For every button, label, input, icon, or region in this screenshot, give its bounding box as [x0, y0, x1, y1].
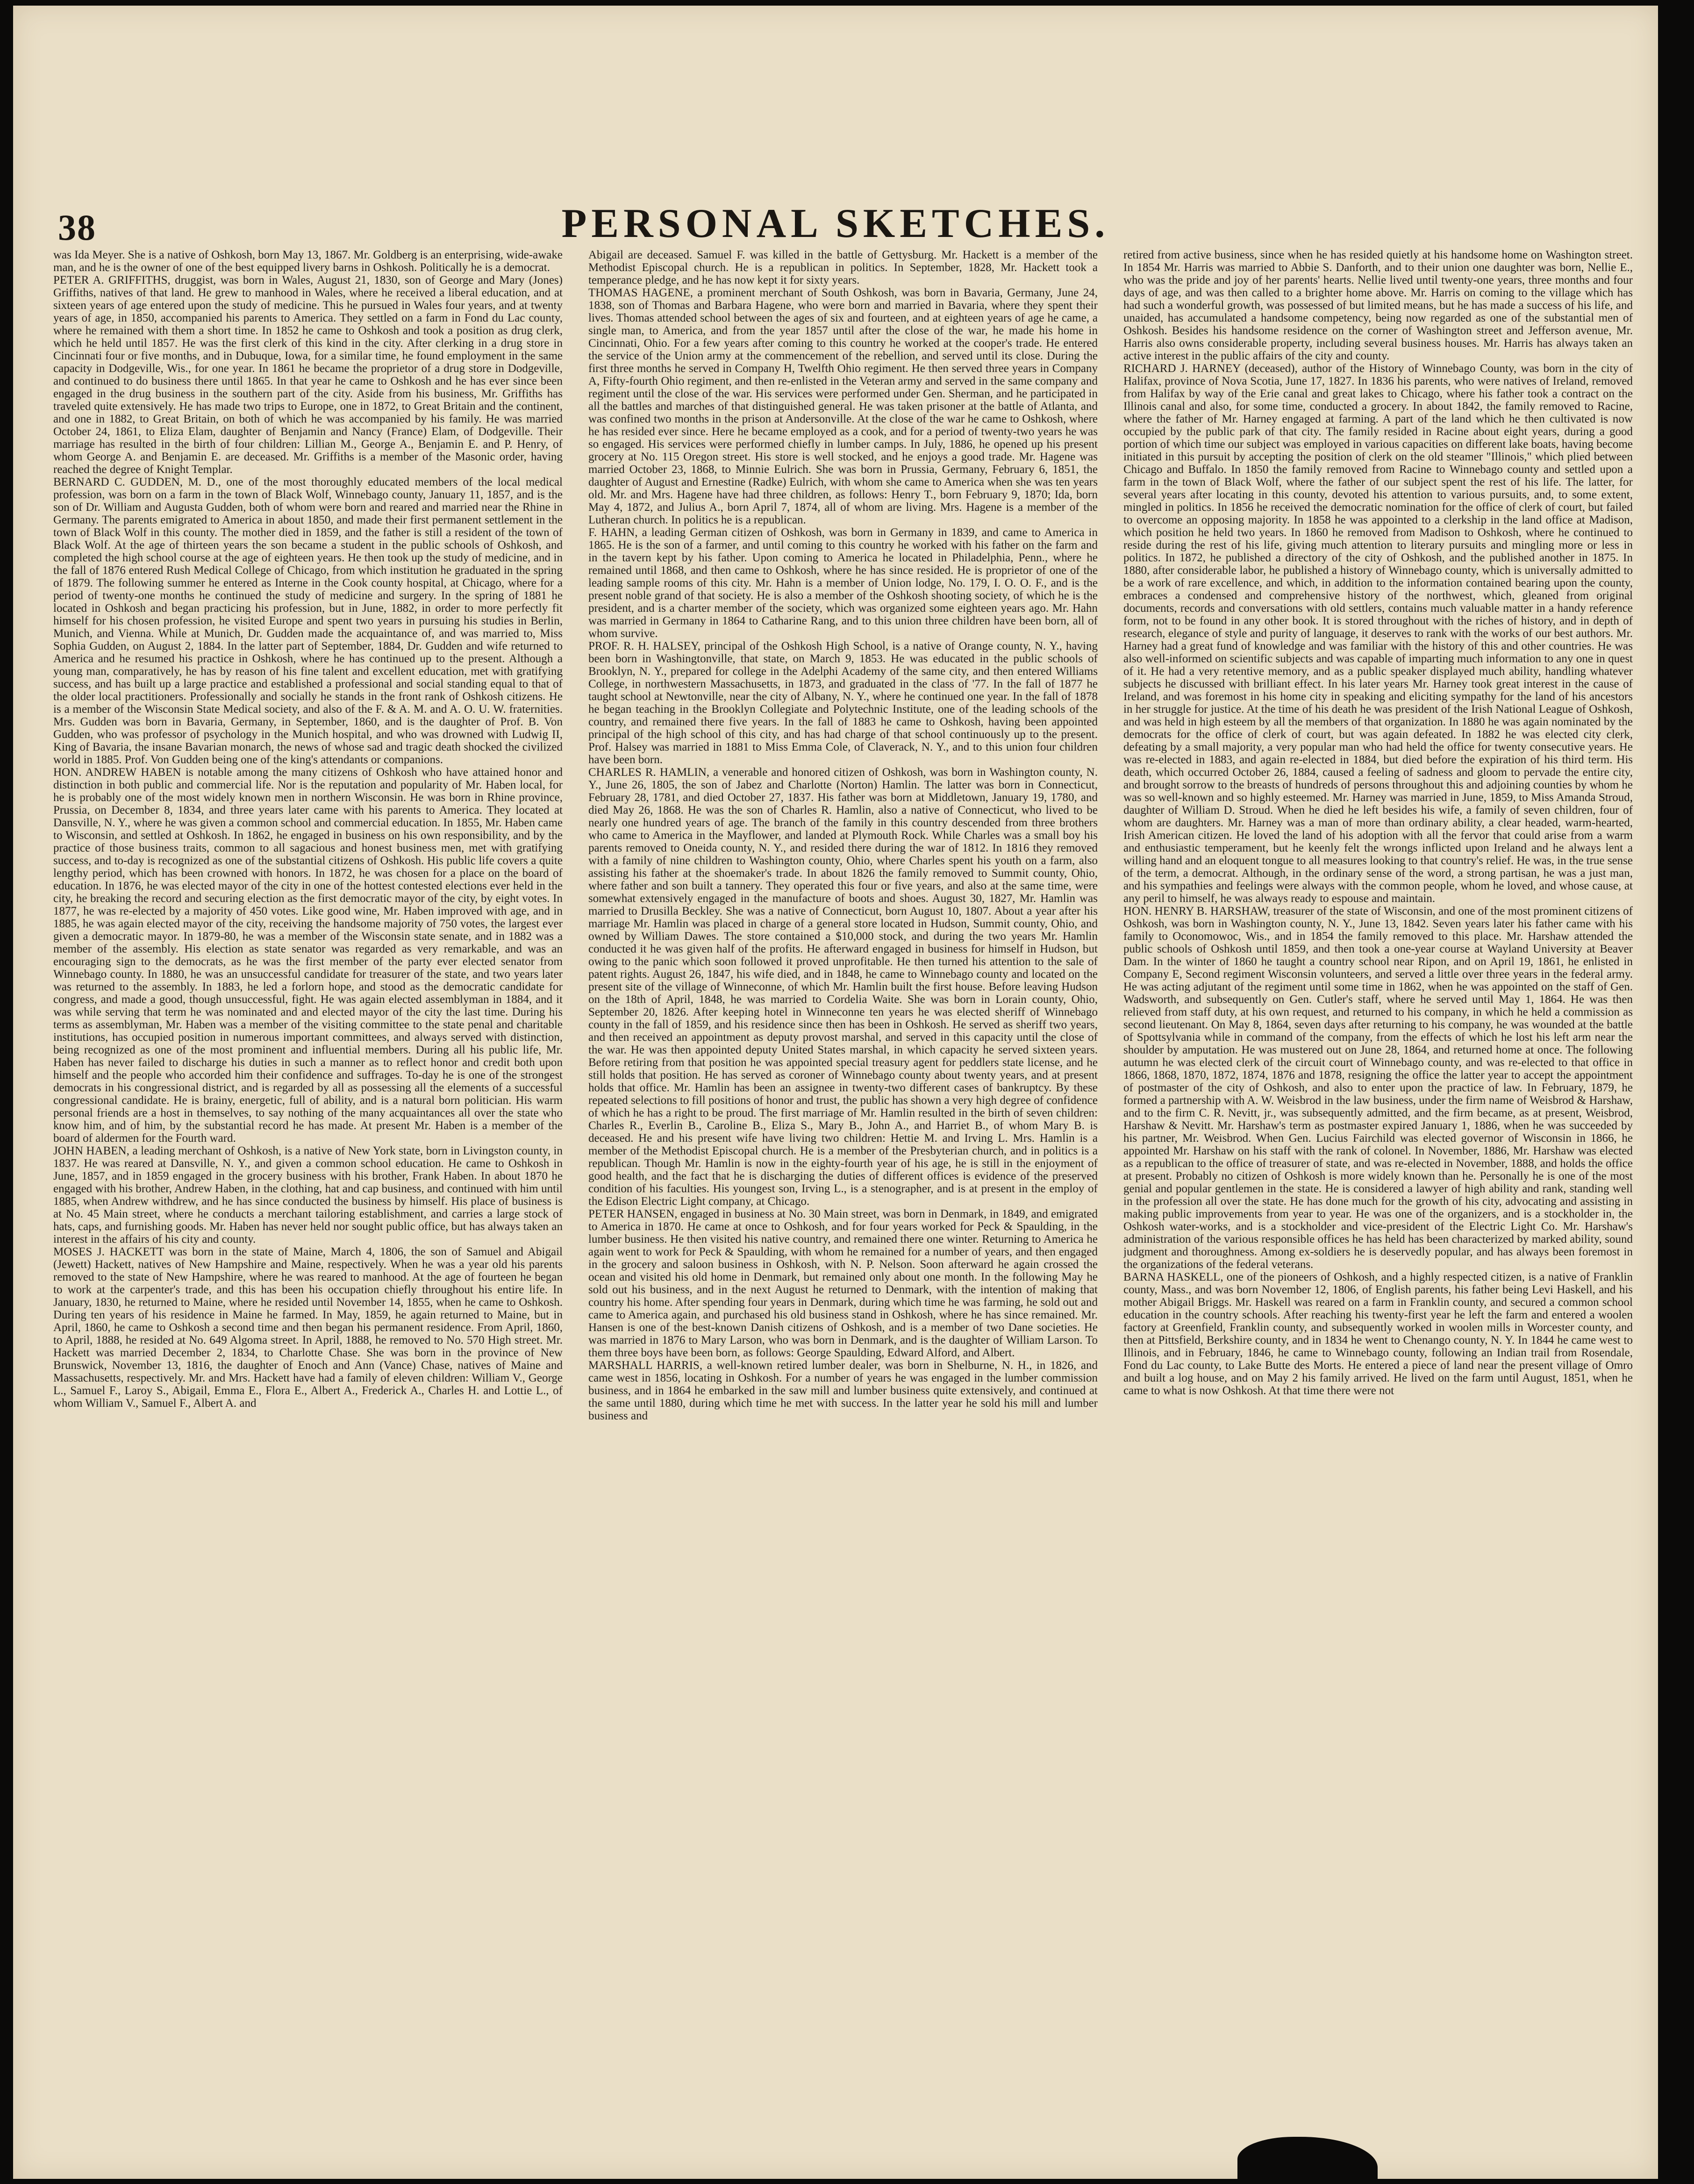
- book-page: [13, 6, 1658, 2179]
- column-right: [1123, 249, 1633, 1884]
- column-right-text: retired from active business, since when he has resided quietly at his handsome home on Washington street. In 1854 Mr. Harris was married to Abbie S. Danforth, and to their union one daughter was born, Nellie E., who was the pride and joy of her parents' hearts. Nellie lived until twenty-one years, three months and four days of age, and was then called to a brighter home above. Mr. Harris on coming to the village which has had such a wonderful growth, was possessed of but limited means, but he has made a success of his life, and unaided, has accumulated a handsome competency, being now regarded as one of the substantial men of Oshkosh. Besides his handsome residence on the corner of Washington street and Jefferson avenue, Mr. Harris also owns considerable property, including several business houses. Mr. Harris has always taken an active interest in the public affairs of the city and county. RICHARD J. HARNEY (deceased), author of the History of Winnebago County, was born in the city of Halifax, province of Nova Scotia, June 17, 1827. In 1836 his parents, who were natives of Ireland, removed from Halifax by way of the Erie canal and great lakes to Chicago, where his father took a contract on the Illinois canal and also, for some time, conducted a grocery. In about 1842, the family removed to Racine, where the father of Mr. Harney engaged at farming. A part of the land which he then cultivated is now occupied by the public park of that city. The family resided in Racine about eight years, during a good portion of which time our subject was employed in various capacities on different lake boats, having become initiated in this pursuit by accepting the position of clerk on the old steamer "Illinois," which plied between Chicago and Buffalo. In 1850 the family removed from Racine to Winnebago county and settled upon a farm in the town of Black Wolf, where the father of our subject spent the rest of his life. The latter, for several years after locating in this county, devoted his attention to various pursuits, and, to some extent, mingled in politics. In 1856 he received the democratic nomination for the office of clerk of court, but failed to overcome an opposing majority. In 1858 he was appointed to a clerkship in the land office at Madison, which position he held two years. In 1860 he removed from Madison to Oshkosh, where he continued to reside during the rest of his life, giving much attention to literary pursuits and mingling more or less in politics. In 1872, he published a directory of the city of Oshkosh, and the published another in 1875. In 1880, after considerable labor, he published a history of Winnebago county, which is universally admitted to be a work of rare excellence, and which, in addition to the information contained bearing upon the county, embraces a condensed and comprehensive history of the northwest, which, gleaned from original documents, records and conversations with old settlers, contains much valuable matter in a handy reference form, not to be found in any other book. It is stored throughout with the riches of history, and in depth of research, elegance of style and purity of language, it deserves to rank with the works of our best authors. Mr. Harney had a great fund of knowledge and was familiar with the history of this and other countries. He was also well-informed on scientific subjects and was capable of imparting much information to any one in quest of it. He had a very retentive memory, and as a public speaker displayed much ability, handling whatever subjects he discussed with brilliant effect. In his later years Mr. Harney took great interest in the cause of Ireland, and was foremost in his home city in speaking and eliciting sympathy for the land of his ancestors in her struggle for justice. At the time of his death he was president of the Irish National League of Oshkosh, and was held in high esteem by all the members of that organization. In 1880 he was again nominated by the democrats for the office of clerk of court, but was again defeated. In 1882 he was elected city clerk, defeating by a small majority, a very popular man who had held the office for twenty consecutive years. He was re-elected in 1883, and again re-elected in 1884, but died before the expiration of his third term. His death, which occurred October 26, 1884, caused a feeling of sadness and gloom to pervade the entire city, and brought sorrow to the breasts of hundreds of persons throughout this and adjoining counties by whom he was so well-known and so highly esteemed. Mr. Harney was married in June, 1859, to Miss Amanda Stroud, daughter of William D. Stroud. When he died he left besides his wife, a family of seven children, four of whom are daughters. Mr. Harney was a man of more than ordinary ability, a clear headed, warm-hearted, Irish American citizen. He loved the land of his adoption with all the fervor that could arise from a warm and enthusiastic temperament, but he keenly felt the wrongs inflicted upon Ireland and he always lent a willing hand and an eloquent tongue to all measures looking to that country's relief. He was, in the true sense of the term, a democrat. Although, in the ordinary sense of the word, a strong partisan, he was a just man, and his sympathies and feelings were always with the common people, whom he loved, and whose cause, at any peril to himself, he was always ready to espouse and maintain. HON. HENRY B. HARSHAW, treasurer of the state of Wisconsin, and one of the most prominent citizens of Oshkosh, was born in Washington county, N. Y., June 13, 1842. Seven years later his father came with his family to Oconomowoc, Wis., and in 1854 the family removed to this place. Mr. Harshaw attended the public schools of Oshkosh until 1859, and then took a one-year course at Wayland University at Beaver Dam. In the winter of 1860 he taught a country school near Ripon, and on April 19, 1861, he enlisted in Company E, Second regiment Wisconsin volunteers, and served a little over three years in the federal army. He was acting adjutant of the regiment until some time in 1862, when he was appointed on the staff of Gen. Wadsworth, and subsequently on Gen. Cutler's staff, where he served until May 1, 1864. He was then relieved from staff duty, at his own request, and returned to his company, in which he held a commission as second lieutenant. On May 8, 1864, seven days after returning to his company, he was wounded at the battle of Spottsylvania while in command of the company, from the effects of which he lost his left arm near the shoulder by amputation. He was mustered out on June 28, 1864, and returned home at once. The following autumn he was elected clerk of the circuit court of Winnebago county, and was re-elected to that office in 1866, 1868, 1870, 1872, 1874, 1876 and 1878, resigning the office the latter year to accept the appointment of postmaster of the city of Oshkosh, and also to enter upon the practice of law. In February, 1879, he formed a partnership with A. W. Weisbrod in the law business, under the firm name of Weisbrod & Harshaw, and to the firm C. R. Nevitt, jr., was subsequently admitted, and the firm became, as at present, Weisbrod, Harshaw & Nevitt. Mr. Harshaw's term as postmaster expired January 1, 1886, when he was succeeded by his partner, Mr. Weisbrod. When Gen. Lucius Fairchild was elected governor of Wisconsin in 1866, he appointed Mr. Harshaw on his staff with the rank of colonel. In November, 1886, Mr. Harshaw was elected as a republican to the office of treasurer of state, and was re-elected in November, 1888, and holds the office at present. Probably no citizen of Oshkosh is more widely known than he. Personally he is one of the most genial and popular gentlemen in the state. He is considered a lawyer of high ability and rank, standing well in the profession all over the state. He has done much for the growth of his city, advocating and assisting in making public improvements from year to year. He was one of the organizers, and is a stockholder in, the Oshkosh water-works, and is a stockholder and vice-president of the Electric Light Co. Mr. Harshaw's administration of the various responsible offices he has held has been characterized by marked ability, sound judgment and thoroughness. Among ex-soldiers he is deservedly popular, and has always been foremost in the organizations of the federal veterans. BARNA HASKELL, one of the pioneers of Oshkosh, and a highly respected citizen, is a native of Franklin county, Mass., and was born November 12, 1806, of English parents, his father being Levi Haskell, and his mother Abigail Briggs. Mr. Haskell was reared on a farm in Franklin county, and secured a common school education in the country schools. After reaching his twenty-first year he left the farm and entered a woolen factory at Greenfield, Franklin county, and subsequently worked in woolen mills in Worcester county, and then at Pittsfield, Berkshire county, and in 1834 he went to Chenango county, N. Y. In 1844 he came west to Illinois, and in February, 1846, he came to Winnebago county, following an Indian trail from Rosendale, Fond du Lac county, to Lake Butte des Morts. He entered a piece of land near the present village of Omro and built a log house, and on May 2 his family arrived. He lived on the farm until August, 1851, when he came to what is now Oshkosh. At that time there were not: [1123, 249, 1633, 1397]
- column-left-text: was Ida Meyer. She is a native of Oshkosh, born May 13, 1867. Mr. Goldberg is an enterprising, wide-awake man, and he is the owner of one of the best equipped livery barns in Oshkosh. Politically he is a democrat. PETER A. GRIFFITHS, druggist, was born in Wales, August 21, 1830, son of George and Mary (Jones) Griffiths, natives of that land. He grew to manhood in Wales, where he received a liberal education, and at sixteen years of age entered upon the study of medicine. This he pursued in Wales four years, and at twenty years of age, in 1850, accompanied his parents to America. They settled on a farm in Fond du Lac county, where he remained with them a short time. In 1852 he came to Oshkosh and took a position as drug clerk, which he held until 1857. He was the first clerk of this kind in the city. After clerking in a drug store in Cincinnati four or five months, and in Dubuque, Iowa, for a similar time, he found employment in the same capacity in Dodgeville, Wis., for one year. In 1861 he became the proprietor of a drug store in Dodgeville, and continued to do business there until 1865. In that year he came to Oshkosh and he has ever since been engaged in the drug business in the southern part of the city. Aside from his business, Mr. Griffiths has traveled quite extensively. He has made two trips to Europe, one in 1872, to Great Britain and the continent, and one in 1882, to Great Britain, on both of which he was accompanied by his family. He was married October 24, 1861, to Eliza Elam, daughter of Benjamin and Nancy (France) Elam, of Dodgeville. Their marriage has resulted in the birth of four children: Lillian M., George A., Benjamin E. and P. Henry, of whom George A. and Benjamin E. are deceased. Mr. Griffiths is a member of the Masonic order, having reached the degree of Knight Templar. BERNARD C. GUDDEN, M. D., one of the most thoroughly educated members of the local medical profession, was born on a farm in the town of Black Wolf, Winnebago county, January 11, 1857, and is the son of Dr. William and Augusta Gudden, both of whom were born and reared and married near the Rhine in Germany. The parents emigrated to America in about 1850, and made their first permanent settlement in the town of Black Wolf in this county. The mother died in 1859, and the father is still a resident of the town of Black Wolf. At the age of thirteen years the son became a student in the public schools of Oshkosh, and completed the high school course at the age of eighteen years. He then took up the study of medicine, and in the fall of 1876 entered Rush Medical College of Chicago, from which institution he graduated in the spring of 1879. The following summer he entered as Interne in the Cook county hospital, at Chicago, where for a period of twenty-one months he continued the study of medicine and surgery. In the spring of 1881 he located in Oshkosh and began practicing his profession, but in June, 1882, in order to more perfectly fit himself for his chosen profession, he visited Europe and spent two years in pursuing his studies in Berlin, Munich, and Vienna. While at Munich, Dr. Gudden made the acquaintance of, and was married to, Miss Sophia Gudden, on August 2, 1884. In the latter part of September, 1884, Dr. Gudden and wife returned to America and he resumed his practice in Oshkosh, where he has continued up to the present. Although a young man, comparatively, he has by reason of his fine talent and excellent education, met with gratifying success, and has built up a large practice and established a professional and social standing equal to that of the older local practitioners. Professionally and socially he stands in the front rank of Oshkosh citizens. He is a member of the Wisconsin State Medical society, and also of the F. & A. M. and A. O. U. W. fraternities. Mrs. Gudden was born in Bavaria, Germany, in September, 1860, and is the daughter of Prof. B. Von Gudden, who was professor of psychology in the Munich hospital, and who was drowned with Ludwig II, King of Bavaria, the insane Bavarian monarch, the news of whose sad and tragic death shocked the civilized world in 1885. Prof. Von Gudden being one of the king's attendants or companions. HON. ANDREW HABEN is notable among the many citizens of Oshkosh who have attained honor and distinction in both public and commercial life. Nor is the reputation and popularity of Mr. Haben local, for he is probably one of the most widely known men in northern Wisconsin. He was born in Rhine province, Prussia, on December 8, 1834, and three years later came with his parents to America. They located at Dansville, N. Y., where he was given a common school and commercial education. In 1855, Mr. Haben came to Wisconsin, and settled at Oshkosh. In 1862, he engaged in business on his own responsibility, and by the practice of those business traits, common to all sagacious and honest business men, met with gratifying success, and to-day is recognized as one of the substantial citizens of Oshkosh. His public life covers a quite lengthy period, which has been crowned with honors. In 1872, he was chosen for a place on the board of education. In 1876, he was elected mayor of the city in one of the hottest contested elections ever held in the city, he breaking the record and securing election as the first democratic mayor of the city, by eight votes. In 1877, he was re-elected by a majority of 450 votes. Like good wine, Mr. Haben improved with age, and in 1885, he was again elected mayor of the city, receiving the handsome majority of 750 votes, the largest ever given a democratic mayor. In 1879-80, he was a member of the Wisconsin state senate, and in 1882 was a member of the assembly. His election as state senator was regarded as very remarkable, and was an encouraging sign to the democrats, as he was the first member of the party ever elected senator from Winnebago county. In 1880, he was an unsuccessful candidate for treasurer of the state, and two years later was returned to the assembly. In 1883, he led a forlorn hope, and stood as the democratic candidate for congress, and made a good, though unsuccessful, fight. He was again elected assemblyman in 1884, and it was while serving that term he was nominated and and elected mayor of the city the last time. During his terms as assemblyman, Mr. Haben was a member of the visiting committee to the state penal and charitable institutions, has occupied position in numerous important committees, and always served with distinction, being recognized as one of the most prominent and influential members. During all his public life, Mr. Haben has never failed to discharge his duties in such a manner as to reflect honor and credit both upon himself and the people who accorded him their confidence and suffrages. To-day he is one of the strongest democrats in his congressional district, and is regarded by all as possessing all the elements of a successful congressional candidate. He is brainy, energetic, full of ability, and is a natural born politician. His warm personal friends are a host in themselves, to say nothing of the many acquaintances all over the state who know him, and of him, by the substantial record he has made. At present Mr. Haben is a member of the board of aldermen for the Fourth ward. JOHN HABEN, a leading merchant of Oshkosh, is a native of New York state, born in Livingston county, in 1837. He was reared at Dansville, N. Y., and given a common school education. He came to Oshkosh in June, 1857, and in 1859 engaged in the grocery business with his brother, Frank Haben. In about 1870 he engaged with his brother, Andrew Haben, in the clothing, hat and cap business, and continued with him until 1885, when Andrew withdrew, and he has since conducted the business by himself. His place of business is at No. 45 Main street, where he conducts a merchant tailoring establishment, and carries a large stock of hats, caps, and furnishing goods. Mr. Haben has never held nor sought public office, but has always taken an interest in the affairs of his city and county. MOSES J. HACKETT was born in the state of Maine, March 4, 1806, the son of Samuel and Abigail (Jewett) Hackett, natives of New Hampshire and Maine, respectively. When he was a year old his parents removed to the state of New Hampshire, where he was reared to manhood. At the age of fourteen he began to work at the carpenter's trade, and this has been his occupation chiefly throughout his entire life. In January, 1830, he returned to Maine, where he resided until November 14, 1855, when he came to Oshkosh. During ten years of his residence in Maine he farmed. In May, 1859, he again returned to Maine, but in April, 1860, he came to Oshkosh a second time and then began his permanent residence. From April, 1860, to April, 1888, he resided at No. 649 Algoma street. In April, 1888, he removed to No. 570 High street. Mr. Hackett was married December 2, 1834, to Charlotte Chase. She was born in the province of New Brunswick, November 13, 1816, the daughter of Enoch and Ann (Vance) Chase, natives of Maine and Massachusetts, respectively. Mr. and Mrs. Hackett have had a family of eleven children: William V., George L., Samuel F., Laroy S., Abigail, Emma E., Flora E., Albert A., Frederick A., Charles H. and Lottie L., of whom William V., Samuel F., Albert A. and: [53, 249, 563, 1410]
- text-columns: [53, 249, 1633, 1884]
- running-head: PERSONAL SKETCHES.: [561, 201, 1110, 246]
- column-middle-text: Abigail are deceased. Samuel F. was killed in the battle of Gettysburg. Mr. Hackett is a member of the Methodist Episcopal church. He is a republican in politics. In September, 1828, Mr. Hackett took a temperance pledge, and he has now kept it for sixty years. THOMAS HAGENE, a prominent merchant of South Oshkosh, was born in Bavaria, Germany, June 24, 1838, son of Thomas and Barbara Hagene, who were born and married in Bavaria, where they spent their lives. Thomas attended school between the ages of six and fourteen, and at eighteen years of age he came, a single man, to America, and from the year 1857 until after the close of the war, he made his home in Cincinnati, Ohio. For a few years after coming to this country he worked at the cooper's trade. He entered the service of the Union army at the commencement of the rebellion, and served until its close. During the first three months he served in Company H, Twelfth Ohio regiment. He then served three years in Company A, Fifty-fourth Ohio regiment, and then re-enlisted in the Veteran army and served in the same company and regiment until the close of the war. His services were performed under Gen. Sherman, and he participated in all the battles and marches of that distinguished general. He was taken prisoner at the battle of Atlanta, and was confined two months in the prison at Andersonville. At the close of the war he came to Oshkosh, where he has resided ever since. Here he became employed as a cook, and for a period of twenty-two years he was so engaged. His services were performed chiefly in lumber camps. In July, 1886, he opened up his present grocery at No. 115 Oregon street. His store is well stocked, and he enjoys a good trade. Mr. Hagene was married October 23, 1868, to Minnie Eulrich. She was born in Prussia, Germany, February 6, 1851, the daughter of August and Ernestine (Radke) Eulrich, with whom she came to America when she was ten years old. Mr. and Mrs. Hagene have had three children, as follows: Henry T., born February 9, 1870; Ida, born May 4, 1872, and Julius A., born April 7, 1874, all of whom are living. Mrs. Hagene is a member of the Lutheran church. In politics he is a republican. F. HAHN, a leading German citizen of Oshkosh, was born in Germany in 1839, and came to America in 1865. He is the son of a farmer, and until coming to this country he worked with his father on the farm and in the tavern kept by his father. Upon coming to America he located in Philadelphia, Penn., where he remained until 1868, and then came to Oshkosh, where he has since resided. He is proprietor of one of the leading sample rooms of this city. Mr. Hahn is a member of Union lodge, No. 179, I. O. O. F., and is the present noble grand of that society. He is also a member of the Oshkosh shooting society, of which he is the president, and is a charter member of the society, which was organized some eighteen years ago. Mr. Hahn was married in Germany in 1864 to Catharine Rang, and to this union three children have been born, all of whom survive. PROF. R. H. HALSEY, principal of the Oshkosh High School, is a native of Orange county, N. Y., having been born in Washingtonville, that state, on March 9, 1853. He was educated in the public schools of Brooklyn, N. Y., prepared for college in the Adelphi Academy of the same city, and then entered Williams College, in northwestern Massachusetts, in 1873, and graduated in the class of '77. In the fall of 1877 he taught school at Newtonville, near the city of Albany, N. Y., where he continued one year. In the fall of 1878 he began teaching in the Brooklyn Collegiate and Polytechnic Institute, one of the leading schools of the country, and remained there five years. In the fall of 1883 he came to Oshkosh, having been appointed principal of the high school of this city, and has had charge of that school continuously up to the present. Prof. Halsey was married in 1881 to Miss Emma Cole, of Claverack, N. Y., and to this union four children have been born. CHARLES R. HAMLIN, a venerable and honored citizen of Oshkosh, was born in Washington county, N. Y., June 26, 1805, the son of Jabez and Charlotte (Norton) Hamlin. The latter was born in Connecticut, February 28, 1781, and died October 27, 1837. His father was born at Middletown, January 19, 1780, and died May 26, 1868. He was the son of Charles R. Hamlin, also a native of Connecticut, who lived to be nearly one hundred years of age. The branch of the family in this country descended from three brothers who came to America in the Mayflower, and landed at Plymouth Rock. While Charles was a small boy his parents removed to Oneida county, N. Y., and resided there during the war of 1812. In 1816 they removed with a family of nine children to Washington county, Ohio, where Charles spent his youth on a farm, also assisting his father at the shoemaker's trade. In about 1826 the family removed to Summit county, Ohio, where father and son built a tannery. They operated this four or five years, and also at the same time, were somewhat extensively engaged in the manufacture of boots and shoes. August 30, 1827, Mr. Hamlin was married to Drusilla Beckley. She was a native of Connecticut, born August 10, 1807. About a year after his marriage Mr. Hamlin was placed in charge of a general store located in Hudson, Summit county, Ohio, and owned by William Dawes. The store contained a $10,000 stock, and during the two years Mr. Hamlin conducted it he was given half of the profits. He afterward engaged in business for himself in Hudson, but owing to the panic which soon followed it proved unprofitable. He then turned his attention to the sale of patent rights. August 26, 1847, his wife died, and in 1848, he came to Winnebago county and located on the present site of the village of Winneconne, of which Mr. Hamlin built the first house. Before leaving Hudson on the 18th of April, 1848, he was married to Cordelia Waite. She was born in Lorain county, Ohio, September 20, 1826. After keeping hotel in Winneconne ten years he was elected sheriff of Winnebago county in the fall of 1859, and his residence since then has been in Oshkosh. He served as sheriff two years, and then received an appointment as deputy provost marshal, and served in this capacity until the close of the war. He was then appointed deputy United States marshal, in which capacity he served sixteen years. Before retiring from that position he was appointed special treasury agent for peddlers state license, and he still holds that position. He has served as coroner of Winnebago county about twenty years, and at present holds that office. Mr. Hamlin has been an assignee in twenty-two different cases of bankruptcy. By these repeated selections to fill positions of honor and trust, the public has shown a very high degree of confidence of which he has a right to be proud. The first marriage of Mr. Hamlin resulted in the birth of seven children: Charles R., Everlin B., Caroline B., Eliza S., Mary B., John A., and Harriet B., of whom Mary B. is deceased. He and his present wife have living two children: Hettie M. and Irving L. Mrs. Hamlin is a member of the Methodist Episcopal church. He is a member of the Presbyterian church, and in politics is a republican. Though Mr. Hamlin is now in the eighty-fourth year of his age, he is still in the enjoyment of good health, and the fact that he is discharging the duties of different offices is evidence of the preserved condition of his faculties. His youngest son, Irving L., is a stenographer, and is at present in the employ of the Edison Electric Light company, at Chicago. PETER HANSEN, engaged in business at No. 30 Main street, was born in Denmark, in 1849, and emigrated to America in 1870. He came at once to Oshkosh, and for four years worked for Peck & Spaulding, in the lumber business. He then visited his native country, and remained there one winter. Returning to America he again went to work for Peck & Spaulding, with whom he remained for a number of years, and then engaged in the grocery and saloon business in Oshkosh, with N. P. Nelson. Soon afterward he again crossed the ocean and visited his old home in Denmark, but remained only about one month. In the following May he sold out his business, and in the next August he returned to Denmark, with the intention of making that country his home. After spending four years in Denmark, during which time he was farming, he sold out and came to America again, and purchased his old business stand in Oshkosh, where he has since remained. Mr. Hansen is one of the best-known Danish citizens of Oshkosh, and is a member of two Dane societies. He was married in 1876 to Mary Larson, who was born in Denmark, and is the daughter of William Larson. To them three boys have been born, as follows: George Spaulding, Edward Alford, and Albert. MARSHALL HARRIS, a well-known retired lumber dealer, was born in Shelburne, N. H., in 1826, and came west in 1856, locating in Oshkosh. For a number of years he was engaged in the lumber commission business, and in 1864 he embarked in the saw mill and lumber business quite extensively, and continued at the same until 1880, during which time he met with success. In the latter year he sold his mill and lumber business and: [588, 249, 1098, 1422]
- torn-edge: [1237, 2137, 1378, 2179]
- column-left: [53, 249, 563, 1884]
- page-number: 38: [58, 207, 96, 248]
- page-header: [46, 193, 1649, 249]
- column-middle: [588, 249, 1098, 1884]
